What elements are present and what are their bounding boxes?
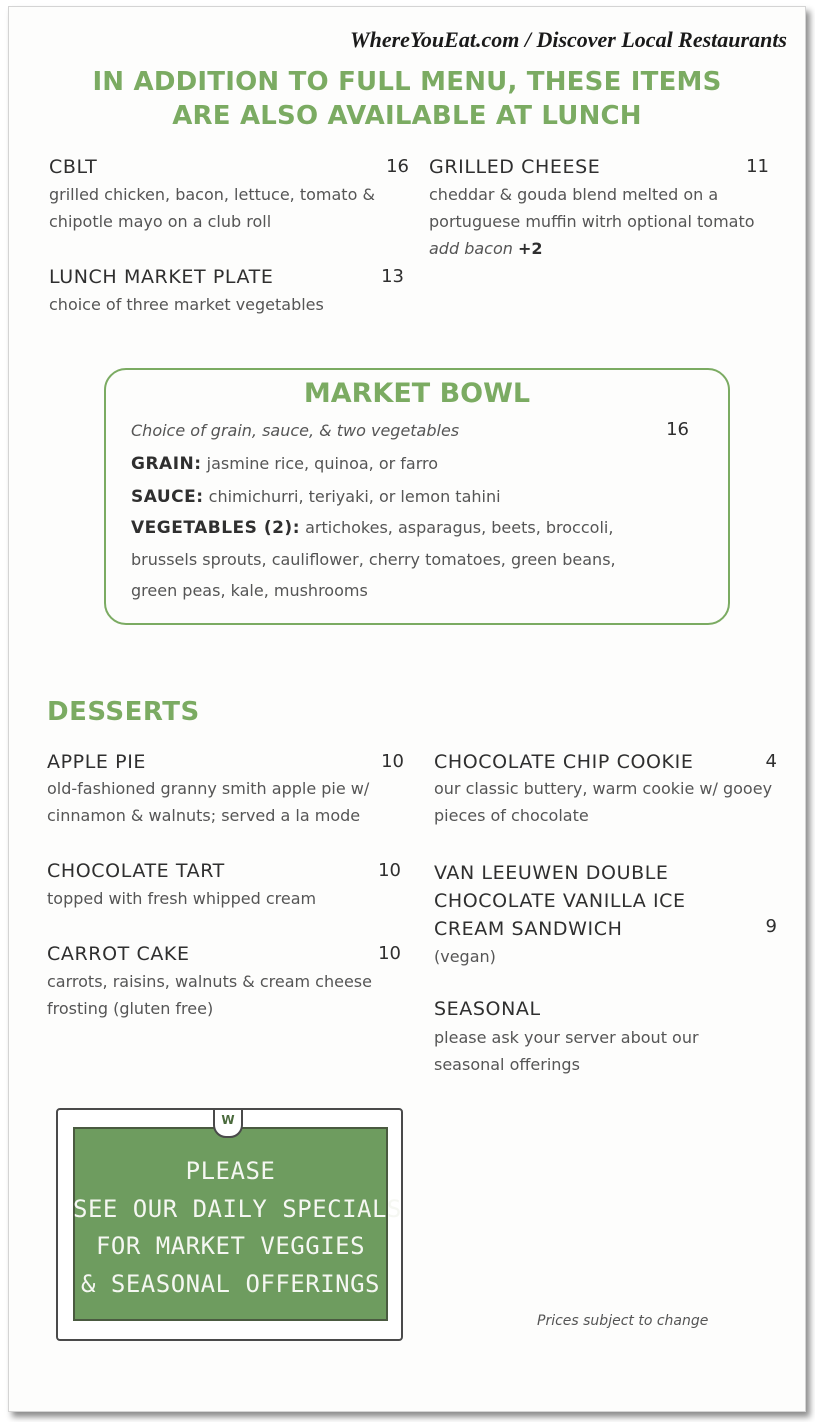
menu-page xyxy=(8,6,806,1412)
grilled-cheese-addon: add bacon xyxy=(429,239,513,258)
market-bowl-price: 16 xyxy=(666,419,689,440)
lunch-item-grilled-cheese-desc: cheddar & gouda blend melted on a portuguese muffin witrh optional tomato add bacon +2 xyxy=(429,185,755,258)
dessert-carrot-cake-name: CARROT CAKE xyxy=(47,943,190,965)
dessert-chocolate-tart-desc: topped with fresh whipped cream xyxy=(47,889,317,908)
lunch-item-cblt-desc: grilled chicken, bacon, lettuce, tomato & chipotle mayo on a club roll xyxy=(49,185,375,231)
lunch-heading-line-1: IN ADDITION TO FULL MENU, THESE ITEMS xyxy=(92,67,722,97)
dessert-chocolate-tart-name: CHOCOLATE TART xyxy=(47,860,225,882)
desserts-heading: DESSERTS xyxy=(47,697,200,727)
dessert-apple-pie-name: APPLE PIE xyxy=(47,751,147,773)
dessert-chocolate-tart-price: 10 xyxy=(378,860,401,881)
dessert-ice-cream-sandwich-desc: (vegan) xyxy=(434,947,496,966)
lunch-item-market-plate-name: LUNCH MARKET PLATE xyxy=(49,266,274,288)
prices-note: Prices subject to change xyxy=(537,1313,709,1329)
dessert-cookie-desc: our classic buttery, warm cookie w/ gooey pieces of chocolate xyxy=(434,779,773,825)
lunch-item-cblt-price: 16 xyxy=(386,156,409,177)
market-bowl-vegetables: VEGETABLES (2): artichokes, asparagus, beets, broccoli, brussels sprouts, cauliflower, cherry tomatoes, green beans, green peas, kale, mushrooms xyxy=(131,518,616,600)
lunch-heading xyxy=(9,65,805,133)
dessert-carrot-cake-price: 10 xyxy=(378,943,401,964)
lunch-item-grilled-cheese-name: GRILLED CHEESE xyxy=(429,156,601,178)
market-bowl-title: MARKET BOWL xyxy=(303,378,531,409)
market-bowl-grain: GRAIN: jasmine rice, quinoa, or farro xyxy=(131,454,439,474)
lunch-item-cblt-name: CBLT xyxy=(49,156,98,178)
lunch-item-market-plate-desc: choice of three market vegetables xyxy=(49,295,324,314)
dessert-apple-pie-desc: old-fashioned granny smith apple pie w/ cinnamon & walnuts; served a la mode xyxy=(47,779,370,825)
dessert-cookie-price: 4 xyxy=(765,751,777,772)
lunch-item-market-plate-price: 13 xyxy=(381,266,404,287)
lunch-item-grilled-cheese-price: 11 xyxy=(746,156,769,177)
market-bowl-sauce: SAUCE: chimichurri, teriyaki, or lemon tahini xyxy=(131,487,501,507)
dessert-ice-cream-sandwich-name: VAN LEEUWEN DOUBLE CHOCOLATE VANILLA ICE CREAM SANDWICH xyxy=(434,862,686,940)
specials-sign-text: PLEASE SEE OUR DAILY SPECIALS FOR MARKET VEGGIES & SEASONAL OFFERINGS xyxy=(73,1157,402,1298)
lunch-heading-line-2: ARE ALSO AVAILABLE AT LUNCH xyxy=(172,101,642,131)
dessert-seasonal-desc: please ask your server about our seasonal offerings xyxy=(434,1028,699,1074)
market-bowl-subtitle: Choice of grain, sauce, & two vegetables xyxy=(131,421,460,440)
dessert-cookie-name: CHOCOLATE CHIP COOKIE xyxy=(434,751,694,773)
specials-sign-badge: W xyxy=(213,1108,243,1138)
site-title: WhereYouEat.com / Discover Local Restaurants xyxy=(350,27,787,52)
dessert-carrot-cake-desc: carrots, raisins, walnuts & cream cheese frosting (gluten free) xyxy=(47,972,372,1018)
grilled-cheese-addon-price: +2 xyxy=(517,239,543,258)
dessert-seasonal-name: SEASONAL xyxy=(434,998,541,1020)
dessert-ice-cream-sandwich-price: 9 xyxy=(765,916,777,937)
dessert-apple-pie-price: 10 xyxy=(381,751,404,772)
